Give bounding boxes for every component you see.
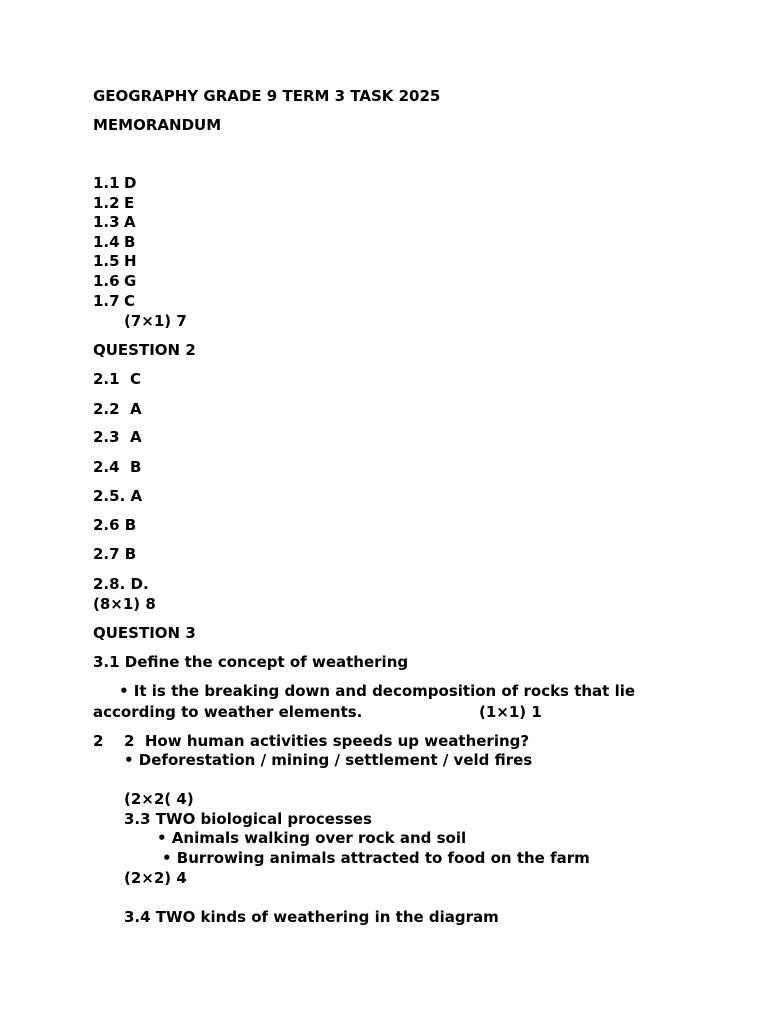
q3-3-marks: (2×2) 4 — [124, 869, 187, 887]
document-subtitle: MEMORANDUM — [93, 116, 222, 134]
q1-answer-row — [93, 213, 136, 231]
answer-letter: B — [124, 233, 136, 251]
answer-number: 1.1 — [93, 174, 120, 192]
q1-answer-row — [93, 194, 134, 212]
q3-3-bullet: • Burrowing animals attracted to food on the farm — [162, 849, 590, 867]
q2-answer: 2.6 B — [93, 516, 137, 534]
q3-2-answer: • Deforestation / mining / settlement / veld fires — [124, 751, 533, 769]
answer-number: 1.7 — [93, 292, 120, 310]
q3-4-question: 3.4 TWO kinds of weathering in the diagram — [124, 908, 499, 926]
q3-3-bullet: • Animals walking over rock and soil — [157, 829, 467, 847]
q1-answer-row — [93, 233, 135, 251]
q2-answer: 2.5. A — [93, 487, 143, 505]
q3-1-question: 3.1 Define the concept of weathering — [93, 653, 409, 671]
q1-answer-row — [93, 252, 137, 270]
answer-number: 1.5 — [93, 252, 120, 270]
answer-letter: G — [124, 272, 137, 290]
q3-1-answer-line1: • It is the breaking down and decomposition of rocks that lie — [119, 682, 636, 700]
q3-1-marks: (1×1) 1 — [479, 703, 542, 721]
q2-answer: 2.4 B — [93, 458, 142, 476]
q3-2-marks: (2×2( 4) — [124, 790, 194, 808]
answer-letter: A — [124, 213, 136, 231]
answer-letter: H — [124, 252, 137, 270]
answer-letter: D — [124, 174, 137, 192]
answer-letter: C — [124, 292, 136, 310]
answer-number: 1.4 — [93, 233, 120, 251]
q1-answer-row — [93, 174, 136, 192]
q2-answer: 2.2 A — [93, 400, 142, 418]
q3-2-question: 2 How human activities speeds up weathering? — [124, 732, 530, 750]
q2-answer: 2.3 A — [93, 428, 142, 446]
question-3-heading: QUESTION 3 — [93, 624, 196, 642]
q2-answer: 2.7 B — [93, 545, 137, 563]
q3-3-question: 3.3 TWO biological processes — [124, 810, 372, 828]
q2-marks: (8×1) 8 — [93, 595, 156, 613]
q3-1-answer-line2: according to weather elements. — [93, 703, 363, 721]
answer-letter: E — [124, 194, 135, 212]
q1-answer-row — [93, 292, 135, 310]
question-2-heading: QUESTION 2 — [93, 341, 196, 359]
answer-number: 1.2 — [93, 194, 120, 212]
document-title: GEOGRAPHY GRADE 9 TERM 3 TASK 2025 — [93, 87, 441, 105]
q2-answer: 2.8. D. — [93, 575, 149, 593]
answer-number: 1.3 — [93, 213, 120, 231]
answer-number: 1.6 — [93, 272, 120, 290]
q1-answer-row — [93, 272, 136, 290]
q1-marks: (7×1) 7 — [124, 312, 187, 330]
q3-2-number: 2 — [93, 732, 104, 750]
q2-answer: 2.1 C — [93, 370, 142, 388]
